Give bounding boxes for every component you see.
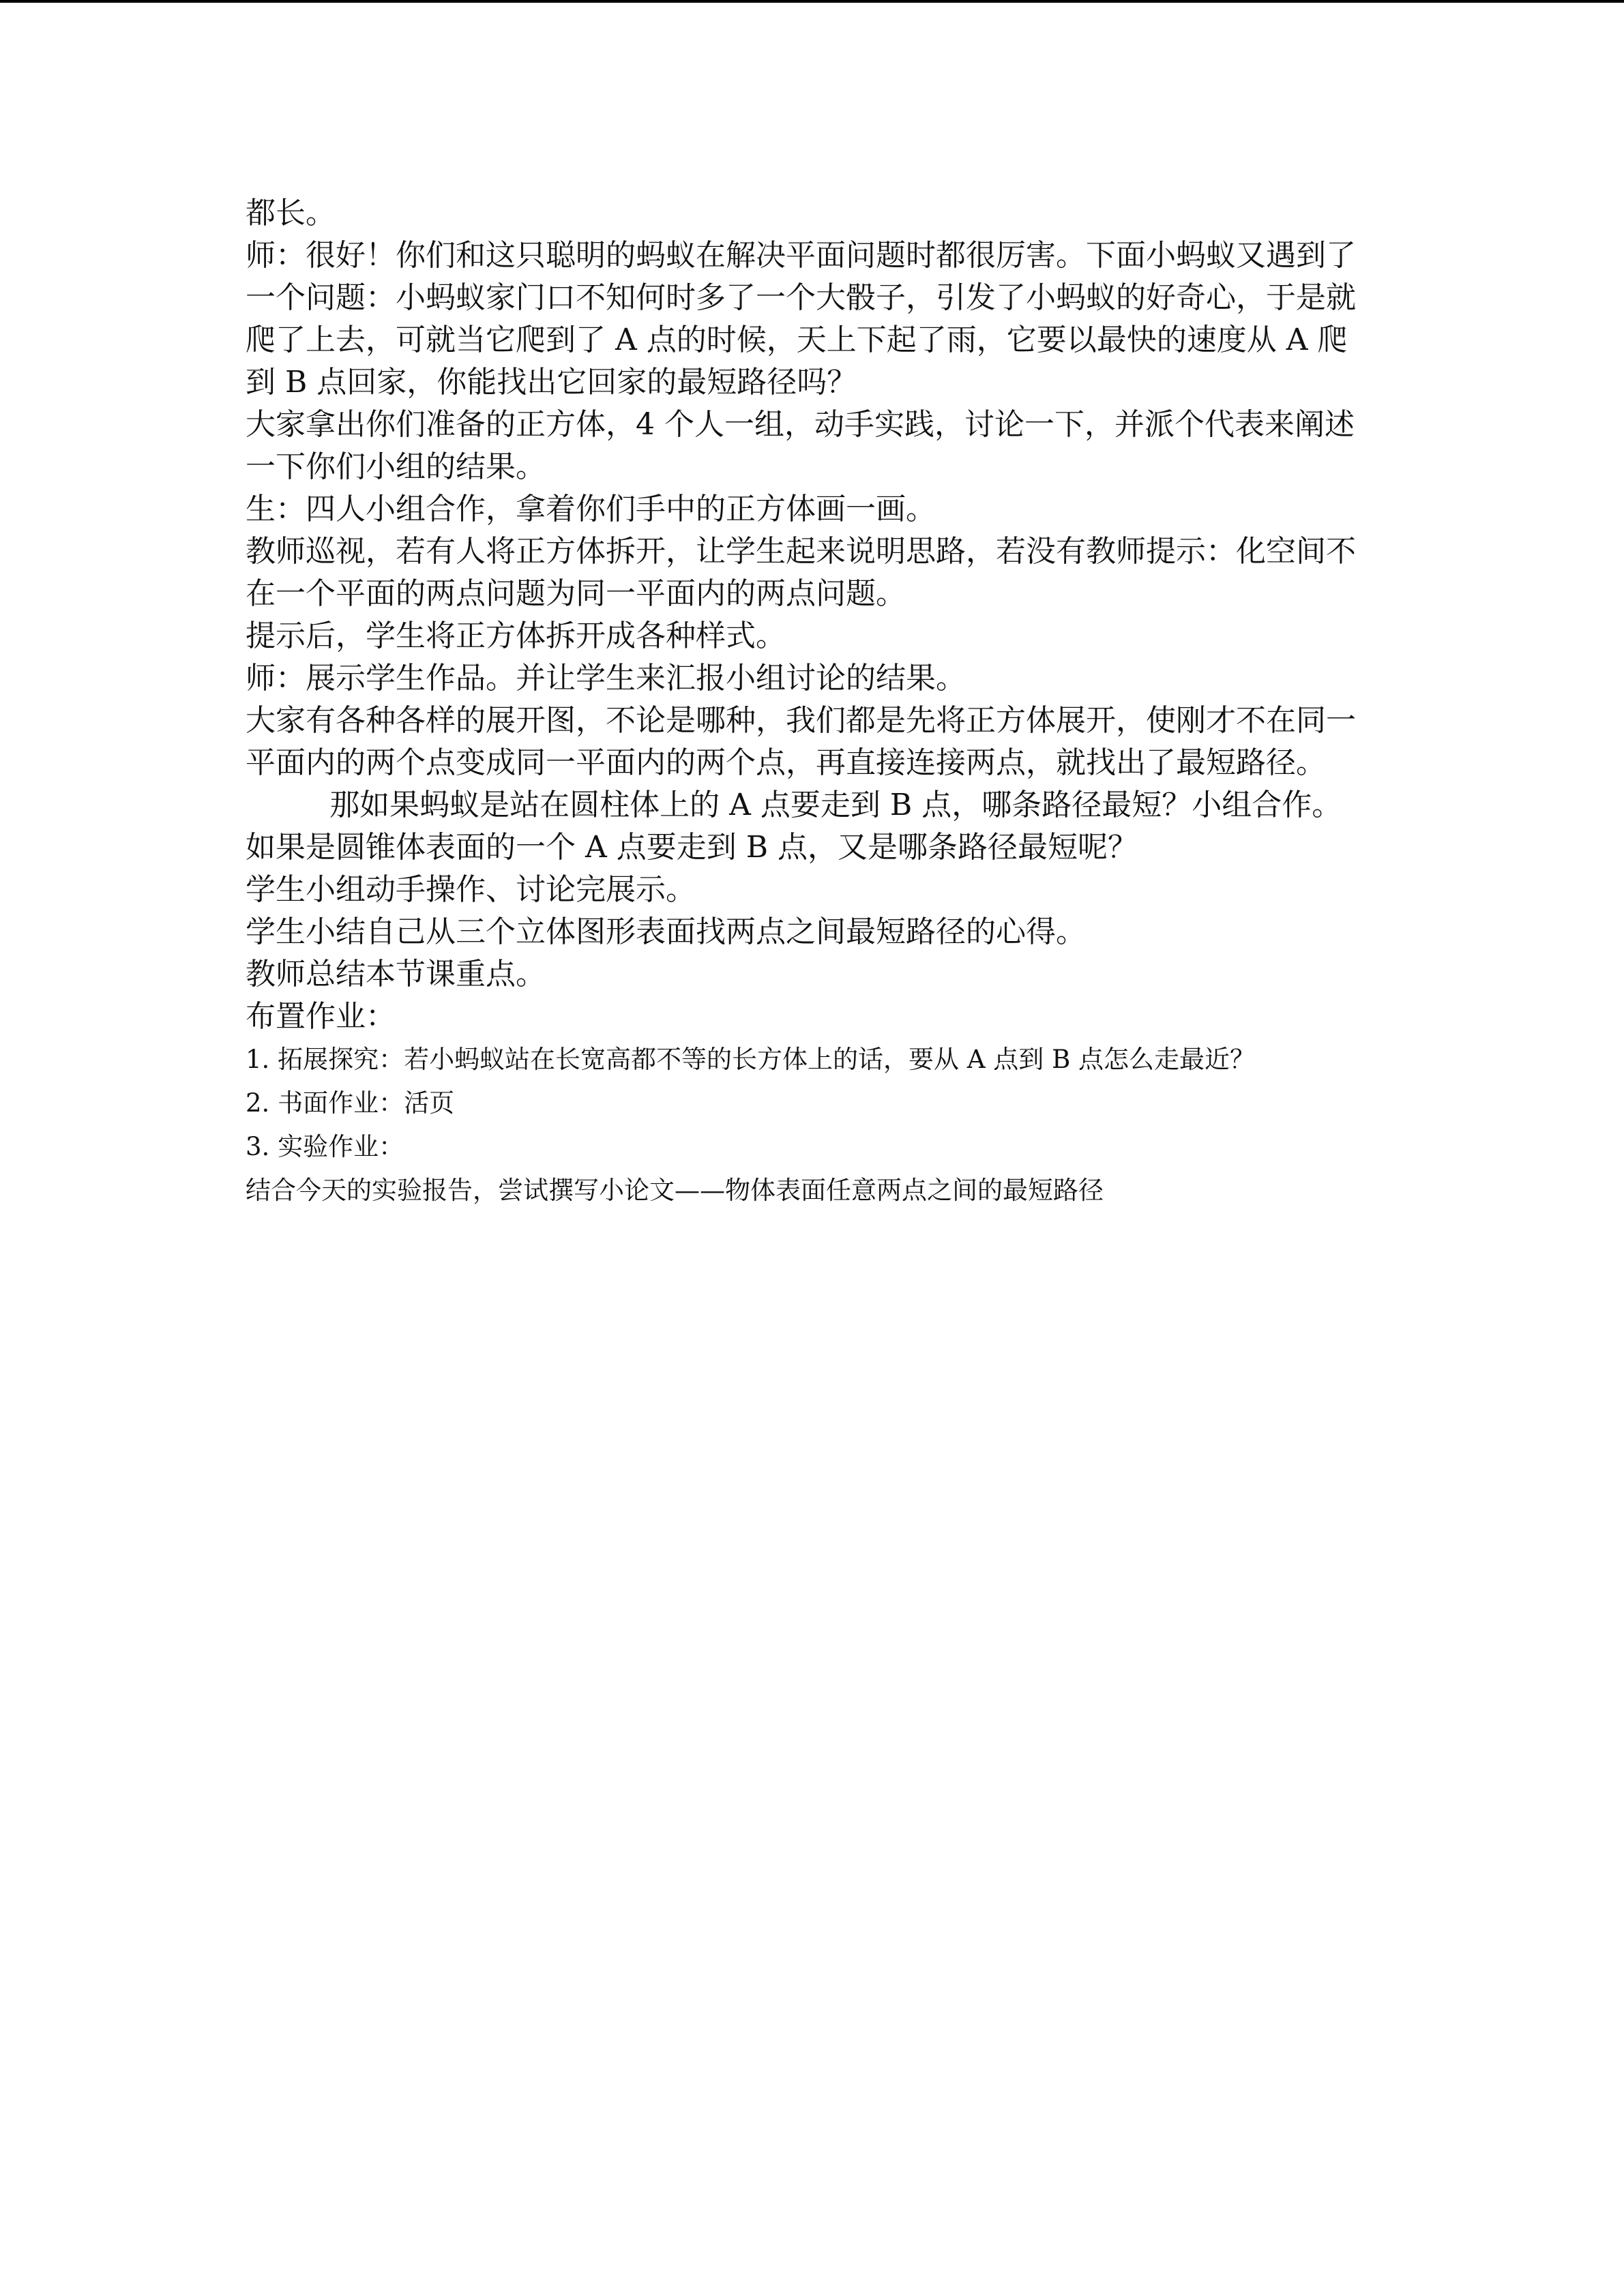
homework-item: 3. 实验作业：: [246, 1132, 404, 1161]
homework-item: 1. 拓展探究：若小蚂蚁站在长宽高都不等的长方体上的话，要从 A 点到 B 点怎么走最近？: [246, 1045, 1256, 1074]
homework-item: 2. 书面作业：活页: [246, 1088, 455, 1118]
paragraph: 如果是圆锥体表面的一个 A 点要走到 B 点，又是哪条路径最短呢？: [246, 830, 1138, 865]
paragraph: 布置作业：: [246, 999, 396, 1034]
paragraph: 都长。: [246, 196, 336, 230]
paragraph: 那如果蚂蚁是站在圆柱体上的 A 点要走到 B 点，哪条路径最短？小组合作。: [329, 788, 1342, 822]
paragraph: 学生小结自己从三个立体图形表面找两点之间最短路径的心得。: [246, 914, 1086, 949]
paragraph: 大家有各种各样的展开图，不论是哪种，我们都是先将正方体展开，使刚才不在同一平面内的两个点变成同一平面内的两个点，再直接连接两点，就找出了最短路径。: [246, 703, 1356, 780]
paragraph: 提示后，学生将正方体拆开成各种样式。: [246, 618, 786, 653]
paragraph: 师：很好！你们和这只聪明的蚂蚁在解决平面问题时都很厉害。下面小蚂蚁又遇到了一个问题：小蚂蚁家门口不知何时多了一个大骰子，引发了小蚂蚁的好奇心，于是就爬了上去，可就当它爬到了 A 点的时候，天上下起了雨，它要以最快的速度从 A 爬到 B 点回家，你能找出它回家的最短路径吗？: [246, 238, 1356, 400]
paragraph: 师：展示学生作品。并让学生来汇报小组讨论的结果。: [246, 661, 966, 696]
paragraph: 生：四人小组合作，拿着你们手中的正方体画一画。: [246, 492, 936, 526]
paragraph: 学生小组动手操作、讨论完展示。: [246, 872, 696, 907]
document-body: [246, 192, 1364, 1212]
paragraph: 教师巡视，若有人将正方体拆开，让学生起来说明思路，若没有教师提示：化空间不在一个平面的两点问题为同一平面内的两点问题。: [246, 534, 1356, 611]
paragraph: 教师总结本节课重点。: [246, 957, 546, 992]
paragraph: 大家拿出你们准备的正方体，4 个人一组，动手实践，讨论一下，并派个代表来阐述一下你们小组的结果。: [246, 407, 1355, 484]
page-top-border: [0, 0, 1624, 3]
homework-item: 结合今天的实验报告，尝试撰写小论文——物体表面任意两点之间的最短路径: [246, 1176, 1104, 1205]
